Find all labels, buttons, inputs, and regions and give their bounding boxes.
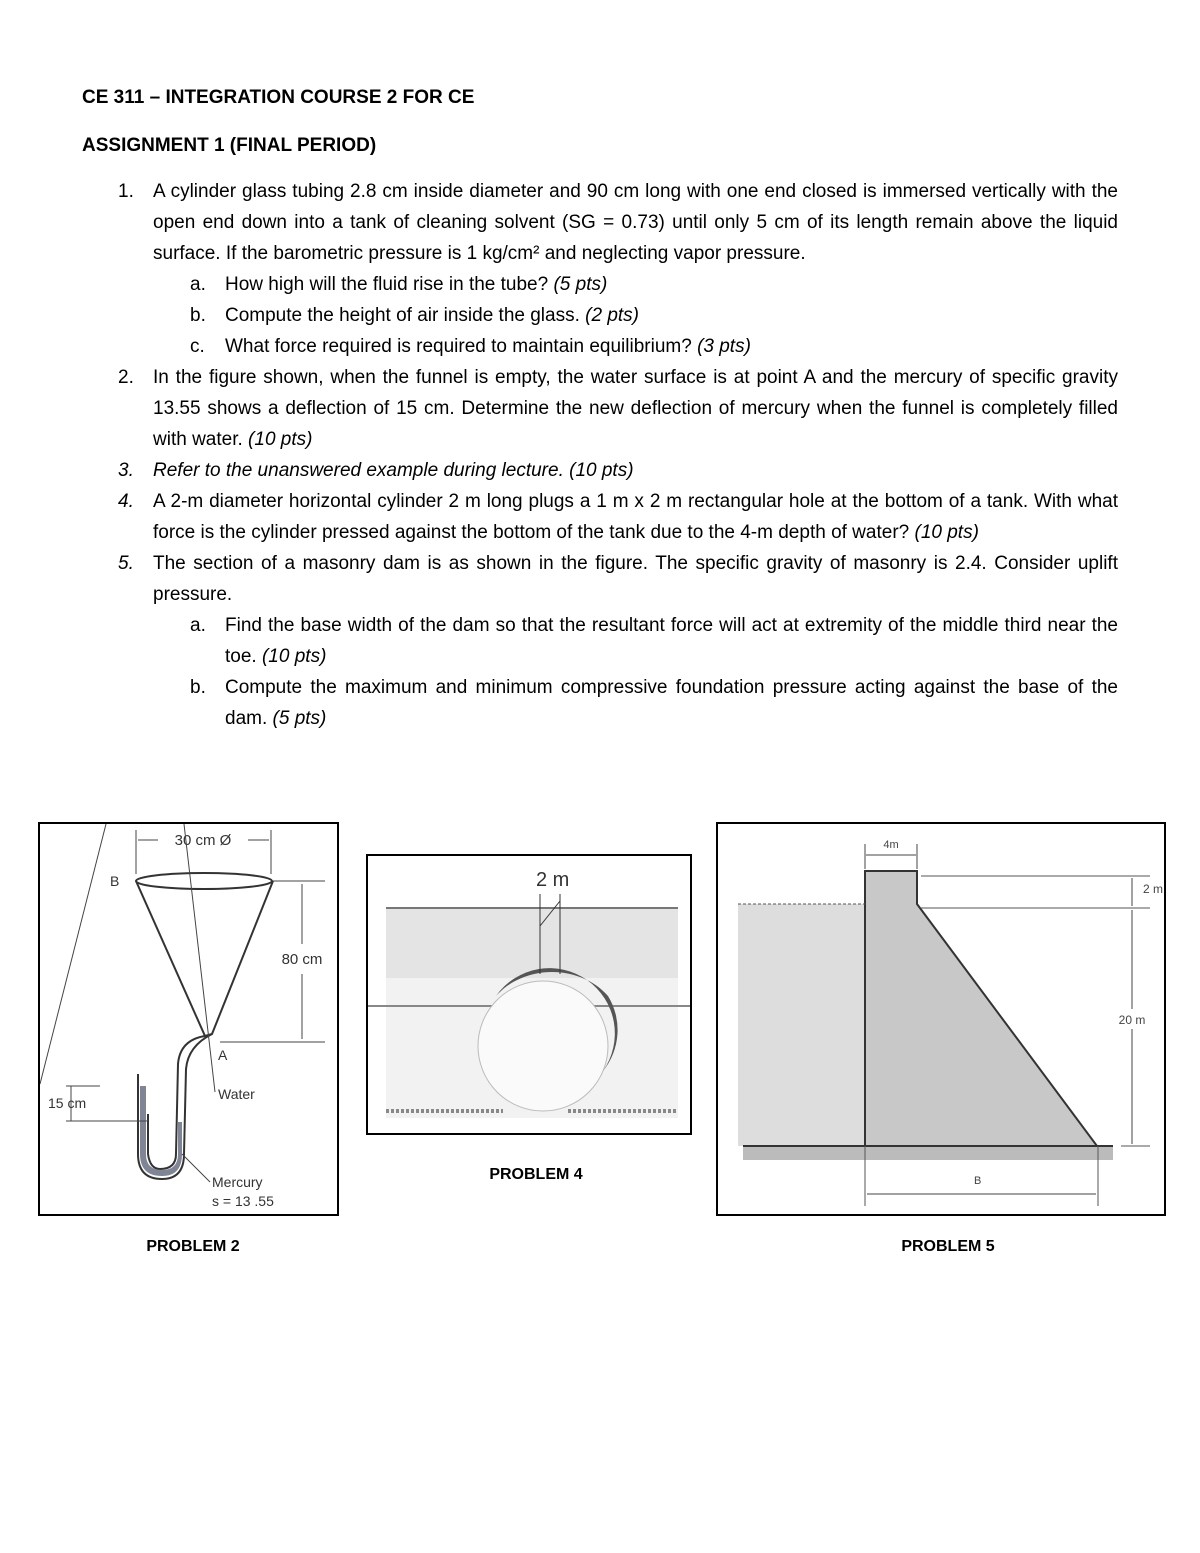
mercury-label: Mercury xyxy=(212,1174,263,1190)
height-label: 80 cm xyxy=(281,951,323,968)
assignment-title: ASSIGNMENT 1 (FINAL PERIOD) xyxy=(82,135,377,156)
problem-text: The section of a masonry dam is as shown in the figure. The specific gravity of masonry is 2.4. Consider uplift pressure. xyxy=(153,553,1118,605)
problem-text: Refer to the unanswered example during lecture. (10 pts) xyxy=(153,460,634,481)
points: (2 pts) xyxy=(585,305,640,326)
problem-5 xyxy=(82,548,1118,610)
base-label: B xyxy=(974,1175,982,1187)
part-text: Compute the maximum and minimum compressive foundation pressure acting against the base of the dam. xyxy=(225,677,1118,729)
points: (5 pts) xyxy=(272,708,327,729)
problem-text: A cylinder glass tubing 2.8 cm inside diameter and 90 cm long with one end closed is immersed vertically with the open end down into a tank of cleaning solvent (SG = 0.73) until only 5 cm of its length remain above the liquid surface. If the barometric pressure is 1 kg/cm² and neglecting vapor pressure. xyxy=(153,181,1118,264)
problem-2 xyxy=(82,362,1118,455)
problem-1c xyxy=(82,331,1118,362)
problem-4-caption: PROBLEM 4 xyxy=(489,1166,583,1183)
problem-5a xyxy=(82,610,1118,672)
problem-5-figure xyxy=(716,822,1166,1216)
points: (10 pts) xyxy=(248,429,313,450)
part-text: Compute the height of air inside the glass. xyxy=(225,305,586,326)
problem-number: 1. xyxy=(118,181,134,202)
problem-text: In the figure shown, when the funnel is empty, the water surface is at point A and the mercury of specific gravity 13.55 shows a deflection of 15 cm. Determine the new deflection of mercury when the funnel is completely filled with water. xyxy=(153,367,1118,450)
course-title: CE 311 – INTEGRATION COURSE 2 FOR CE xyxy=(82,87,475,108)
point-b-label: B xyxy=(110,873,120,889)
problem-number: 4. xyxy=(118,491,134,512)
part-text: What force required is required to maintain equilibrium? xyxy=(225,336,698,357)
part-text: How high will the fluid rise in the tube? xyxy=(225,274,554,295)
points: (10 pts) xyxy=(261,646,327,667)
problem-5-caption: PROBLEM 5 xyxy=(901,1238,995,1255)
problem-list xyxy=(82,176,1118,734)
problem-1b xyxy=(82,300,1118,331)
deflection-label: 15 cm xyxy=(48,1095,87,1111)
part-text: Find the base width of the dam so that the resultant force will act at extremity of the middle third near the toe. xyxy=(225,615,1118,667)
masonry-dam-diagram xyxy=(718,824,1164,1214)
problem-2-figure xyxy=(38,822,339,1216)
depth-label: 20 m xyxy=(1118,1013,1146,1027)
part-letter: a. xyxy=(190,274,206,295)
part-letter: c. xyxy=(190,336,205,357)
points: (3 pts) xyxy=(697,336,751,357)
point-a-label: A xyxy=(218,1047,228,1063)
points: (5 pts) xyxy=(553,274,608,295)
problem-number: 3. xyxy=(118,460,134,481)
water-label: Water xyxy=(218,1086,255,1102)
problem-5b xyxy=(82,672,1118,734)
freeboard-label: 2 m xyxy=(1143,882,1164,896)
problem-number: 2. xyxy=(118,367,134,388)
problem-1 xyxy=(82,176,1118,269)
funnel-manometer-diagram xyxy=(40,824,337,1214)
part-letter: b. xyxy=(190,677,206,698)
diameter-label: 30 cm Ø xyxy=(174,832,232,849)
cylinder-plug-diagram xyxy=(368,856,690,1133)
diameter-label: 2 m xyxy=(536,869,570,891)
top-width-label: 4m xyxy=(883,839,899,851)
problem-number: 5. xyxy=(118,553,134,574)
part-letter: a. xyxy=(190,615,206,636)
points: (10 pts) xyxy=(914,522,979,543)
problem-4-figure xyxy=(366,854,692,1135)
problem-1a xyxy=(82,269,1118,300)
problem-3 xyxy=(82,455,1118,486)
problem-text: A 2-m diameter horizontal cylinder 2 m long plugs a 1 m x 2 m rectangular hole at the bottom of a tank. With what force is the cylinder pressed against the bottom of the tank due to the 4-m depth of water? xyxy=(153,491,1118,543)
problem-2-caption: PROBLEM 2 xyxy=(146,1238,240,1255)
part-letter: b. xyxy=(190,305,206,326)
problem-4 xyxy=(82,486,1118,548)
mercury-sg-label: s = 13 .55 xyxy=(212,1193,274,1209)
